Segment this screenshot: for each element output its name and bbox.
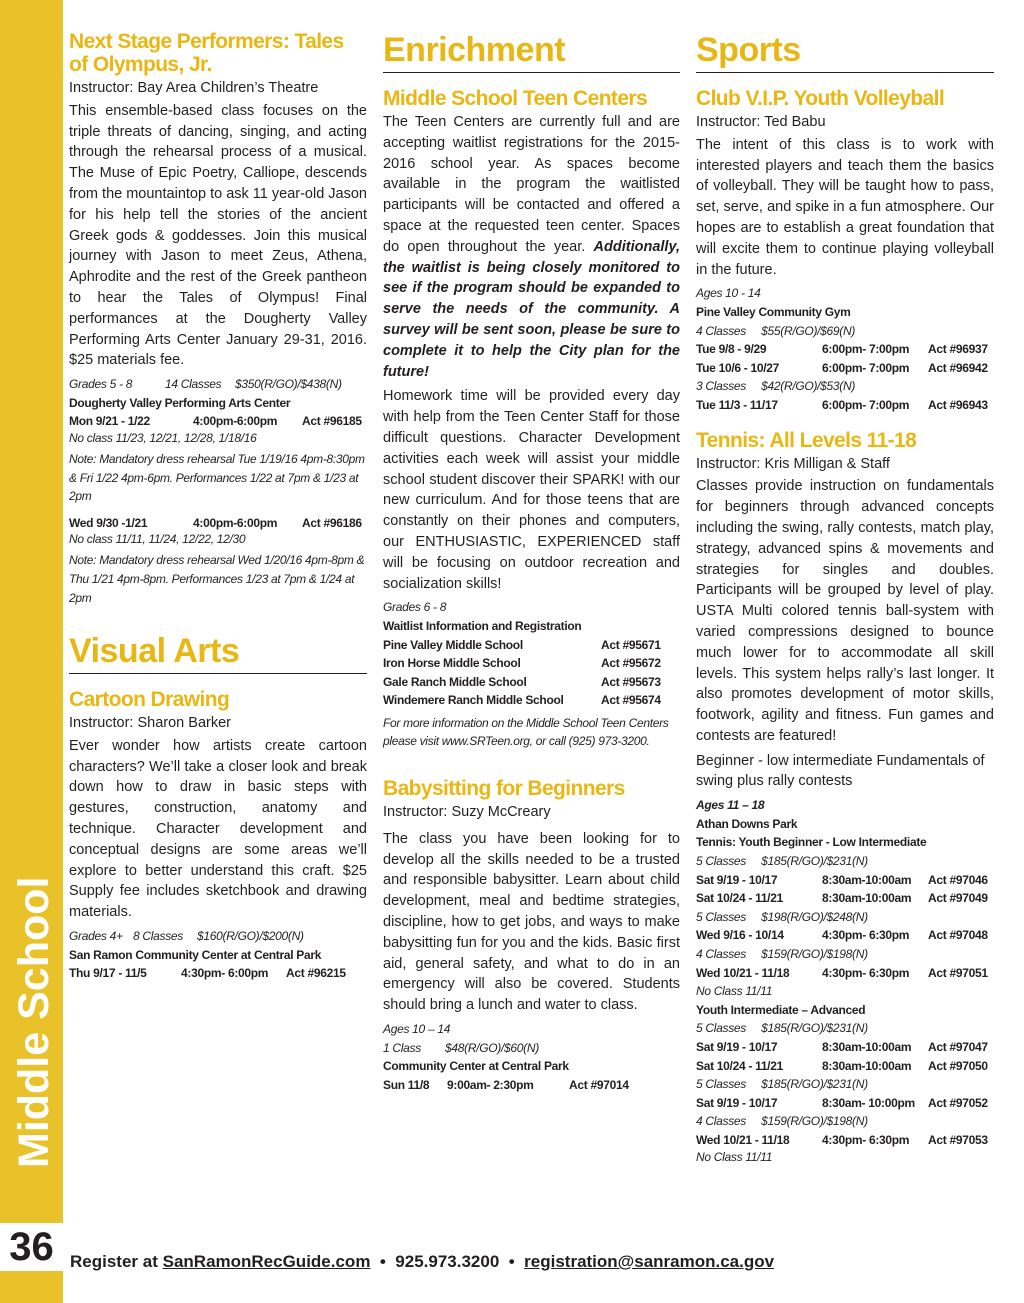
tennis-b-fee2: 5 Classes $198(R/GO)/$248(N) <box>696 909 868 924</box>
babysitting-location: Community Center at Central Park <box>383 1059 569 1074</box>
footer-email-link[interactable]: registration@sanramon.ca.gov <box>524 1252 775 1271</box>
cartoon-title: Cartoon Drawing <box>69 688 230 712</box>
schedule-row <box>696 1094 994 1113</box>
footer-phone: 925.973.3200 <box>395 1252 500 1271</box>
waitlist-heading: Waitlist Information and Registration <box>383 618 582 633</box>
volleyball-title: Club V.I.P. Youth Volleyball <box>696 87 945 110</box>
next-stage-s2-note: Note: Mandatory dress rehearsal Wed 1/20/16 4pm-8pm & Thu 1/21 4pm-8pm. Performances 1/23 at 7pm & 1/24 at 2pm <box>69 553 365 605</box>
session-dates: Tue 11/3 - 11/17 <box>696 397 778 412</box>
tennis-advanced-heading: Youth Intermediate – Advanced <box>696 1002 866 1017</box>
school-name: Windemere Ranch Middle School <box>383 693 564 708</box>
session-act: Act #96942 <box>928 360 988 375</box>
school-act: Act #95674 <box>601 693 661 708</box>
teen-centers-homework: Homework time will be provided every day with help from the Teen Center Staff for those difficult questions. Character Development activities each week will assist your middle school student discover their SPARK! with our new curriculum. And for those teens that are constantly on their phones and computers, our ENTHUSIASTIC, EXPERIENCED staff will be focusing on outdoor recreation and socialization skills! <box>383 388 680 592</box>
session-dates: Sat 9/19 - 10/17 <box>696 1040 778 1054</box>
school-row <box>383 691 680 710</box>
session-time: 8:30am-10:00am <box>822 1040 912 1054</box>
session-act: Act #97014 <box>569 1077 629 1092</box>
schedule-row <box>696 1131 994 1150</box>
visual-arts-heading: Visual Arts <box>69 631 367 674</box>
enrichment-heading: Enrichment <box>383 30 680 73</box>
tennis-location: Athan Downs Park <box>696 816 798 831</box>
session-act: Act #97049 <box>928 891 988 906</box>
tennis-a-noclass: No Class 11/11 <box>696 1149 773 1164</box>
volleyball-ages: Ages 10 - 14 <box>696 286 761 301</box>
schedule-row <box>696 1057 994 1076</box>
babysitting-title: Babysitting for Beginners <box>383 777 625 801</box>
session-dates: Sat 9/19 - 10/17 <box>696 1095 778 1110</box>
session-time: 6:00pm- 7:00pm <box>822 360 910 375</box>
babysitting-fee: $48(R/GO)/$60(N) <box>445 1040 539 1055</box>
session-dates: Mon 9/21 - 1/22 <box>69 414 150 429</box>
tennis-a-fee2: 5 Classes $185(R/GO)/$231(N) <box>696 1077 868 1092</box>
schedule-row <box>696 1038 994 1057</box>
schedule-row <box>696 871 994 890</box>
tennis-beginner-note: Beginner - low intermediate Fundamentals of swing plus rally contests <box>696 752 985 790</box>
session-time: 4:00pm-6:00pm <box>193 515 278 530</box>
session-act: Act #96937 <box>928 342 988 357</box>
cartoon-instructor: Instructor: Sharon Barker <box>69 715 231 732</box>
next-stage-s1-note: Note: Mandatory dress rehearsal Tue 1/19/16 4pm-8:30pm & Fri 1/22 4pm-6pm. Performances 1/22 at 7pm & 1/23 at 2pm <box>69 451 365 504</box>
teen-centers-more-info: For more information on the Middle School Teen Centers please visit www.SRTeen.org, or call (925) 973-3200. <box>383 715 669 749</box>
school-row <box>383 673 680 692</box>
next-stage-s2-noclass: No class 11/11, 11/24, 12/22, 12/30 <box>69 532 246 547</box>
next-stage-session2 <box>69 514 367 533</box>
tennis-title: Tennis: All Levels 11-18 <box>696 428 917 452</box>
teen-centers-desc-bold: Additionally, the waitlist is being closely monitored to see if the program should be expanded to serve the needs of the community. A survey will be sent soon, please be sure to complete it to help the City plan for the future! <box>383 238 680 380</box>
session-dates: Wed 9/30 -1/21 <box>69 515 148 530</box>
column-right <box>696 30 994 1165</box>
session-act: Act #97047 <box>928 1040 988 1054</box>
session-act: Act #97053 <box>928 1132 988 1147</box>
teen-centers-desc-plain: The Teen Centers are currently full and are accepting waitlist registrations for the 2015-2016 school year. As spaces become available in the program the waitlisted participants will be contacted and offered a space at the requested teen center. Spaces do open throughout the year. <box>383 114 680 255</box>
school-act: Act #95673 <box>601 674 661 689</box>
session-time: 4:30pm- 6:30pm <box>822 928 910 943</box>
schedule-row <box>696 359 994 378</box>
school-name: Pine Valley Middle School <box>383 637 523 652</box>
babysitting-description: The class you have been looking for to develop all the skills needed to be a trusted and responsible babysitter. Learn about child development, meal and bedtime strategies, discipline, how to get jobs, and ways to make babysitting fun for you and the kids. Basic first aid, general safety, and what to do in an emergency will also be covered. Students should bring a lunch and water to class. <box>383 830 680 1014</box>
cartoon-classes: 8 Classes <box>133 929 183 944</box>
schedule-row <box>696 964 994 983</box>
column-middle <box>383 30 680 1094</box>
footer-website-link[interactable]: SanRamonRecGuide.com <box>162 1252 371 1271</box>
school-act: Act #95672 <box>601 656 661 671</box>
session-dates: Sat 10/24 - 11/21 <box>696 891 783 906</box>
cartoon-grades-row <box>69 927 367 946</box>
volleyball-fee2: 3 Classes $42(R/GO)/$53(N) <box>696 379 856 394</box>
tennis-b-fee3: 4 Classes $159(R/GO)/$198(N) <box>696 947 868 962</box>
next-stage-grades: Grades 5 - 8 <box>69 377 133 392</box>
session-act: Act #97050 <box>928 1058 988 1073</box>
school-act: Act #95671 <box>601 637 661 652</box>
footer-bullet: • <box>379 1252 386 1271</box>
tennis-a-fee3: 4 Classes $159(R/GO)/$198(N) <box>696 1114 868 1129</box>
school-row <box>383 636 680 655</box>
footer-bullet: • <box>508 1252 515 1271</box>
column-left <box>69 30 367 983</box>
page-number: 36 <box>0 1223 63 1271</box>
next-stage-instructor: Instructor: Bay Area Children’s Theatre <box>69 80 319 96</box>
session-time: 6:00pm- 7:00pm <box>822 342 910 357</box>
babysitting-fee-row <box>383 1039 680 1058</box>
tennis-b-fee1: 5 Classes $185(R/GO)/$231(N) <box>696 854 868 869</box>
session-time: 4:00pm-6:00pm <box>193 414 278 429</box>
tennis-instructor: Instructor: Kris Milligan & Staff <box>696 455 890 472</box>
tennis-b-noclass: No Class 11/11 <box>696 984 773 999</box>
session-act: Act #96185 <box>302 414 362 429</box>
session-dates: Tue 10/6 - 10/27 <box>696 360 780 375</box>
tennis-ages: Ages 11 – 18 <box>696 798 765 813</box>
session-time: 8:30am-10:00am <box>822 1058 912 1073</box>
cartoon-fee: $160(R/GO)/$200(N) <box>197 929 304 944</box>
session-time: 8:30am-10:00am <box>822 891 912 906</box>
next-stage-classes: 14 Classes <box>165 377 222 392</box>
next-stage-title: Next Stage Performers: Tales of Olympus, Jr. <box>69 30 344 76</box>
session-act: Act #96186 <box>302 515 362 530</box>
session-time: 4:30pm- 6:00pm <box>181 966 269 981</box>
volleyball-fee1: 4 Classes $55(R/GO)/$69(N) <box>696 323 856 338</box>
footer <box>70 1252 774 1272</box>
schedule-row <box>696 340 994 359</box>
tennis-beginner-heading: Tennis: Youth Beginner - Low Intermediate <box>696 835 927 850</box>
cartoon-grades: Grades 4+ <box>69 929 123 944</box>
session-dates: Wed 10/21 - 11/18 <box>696 965 790 980</box>
volleyball-description: The intent of this class is to work with interested players and teach them the basics of volleyball. They will be taught how to pass, set, serve, and spike in a fun atmosphere. Our hopes are to establish a great foundation that will excite them to continue playing volleyball in the future. <box>696 136 994 278</box>
school-row <box>383 654 680 673</box>
tennis-description: Classes provide instruction on fundamentals for beginners through advanced concepts including the swing, rally contests, match play, strategy, advanced spins & movements and strategies for singles and doubles. Participants will be grouped by level of play. USTA Multi colored tennis ball-system with varied compressions designed to bounce much lower for to accommodate all skill levels. This system helps rally’s last longer. It also promotes development of motor skills, footwork, agility and fitness. Fun games and contests are featured! <box>696 478 994 744</box>
teen-centers-description <box>383 112 680 382</box>
babysitting-classes: 1 Class <box>383 1040 421 1055</box>
session-dates: Tue 9/8 - 9/29 <box>696 342 767 357</box>
volleyball-location: Pine Valley Community Gym <box>696 304 851 319</box>
session-act: Act #97048 <box>928 928 988 943</box>
session-act: Act #97046 <box>928 872 988 887</box>
footer-register: Register at <box>70 1252 158 1271</box>
next-stage-description: This ensemble-based class focuses on the triple threats of dancing, singing, and acting through the rehearsal process of a musical. The Muse of Epic Poetry, Calliope, descends from the mountaintop to ask 11 year-old Jason for his help tell the stories of the ancient Greek gods & goddesses. Join this musical journey with Jason to meet Zeus, Athena, Aphrodite and the rest of the Greek pantheon to hear the Tales of Olympus! Final performances at the Dougherty Valley Performing Arts Center January 29-31, 2016. $25 materials fee. <box>69 102 367 369</box>
session-act: Act #97052 <box>928 1095 988 1110</box>
section-label: Middle School <box>10 876 58 1168</box>
session-dates: Thu 9/17 - 11/5 <box>69 966 147 981</box>
babysitting-session <box>383 1076 680 1095</box>
session-dates: Wed 10/21 - 11/18 <box>696 1132 790 1147</box>
session-time: 8:30am- 10:00pm <box>822 1095 915 1110</box>
session-dates: Sat 9/19 - 10/17 <box>696 872 778 887</box>
cartoon-location: San Ramon Community Center at Central Park <box>69 947 322 962</box>
cartoon-description: Ever wonder how artists create cartoon characters? We’ll take a closer look and break down how to draw in basic steps with gestures, construction, anatomy and technique. Character development and conceptual designs are some areas we’ll explore to better understand this craft. $25 Supply fee includes sketchbook and drawing materials. <box>69 737 367 921</box>
next-stage-fee: $350(R/GO)/$438(N) <box>235 377 342 392</box>
school-name: Gale Ranch Middle School <box>383 674 527 689</box>
babysitting-ages: Ages 10 – 14 <box>383 1022 451 1037</box>
teen-centers-title: Middle School Teen Centers <box>383 87 648 110</box>
session-time: 4:30pm- 6:30pm <box>822 965 910 980</box>
schedule-row <box>696 396 994 415</box>
sidebar <box>0 0 63 1303</box>
babysitting-instructor: Instructor: Suzy McCreary <box>383 804 551 821</box>
session-act: Act #97051 <box>928 965 988 980</box>
next-stage-location: Dougherty Valley Performing Arts Center <box>69 395 291 410</box>
session-dates: Sat 10/24 - 11/21 <box>696 1058 783 1073</box>
session-time: 6:00pm- 7:00pm <box>822 397 910 412</box>
session-dates: Sun 11/8 <box>383 1077 430 1092</box>
schedule-row <box>696 889 994 908</box>
sports-heading: Sports <box>696 30 994 73</box>
session-dates: Wed 9/16 - 10/14 <box>696 928 784 943</box>
volleyball-instructor: Instructor: Ted Babu <box>696 114 826 130</box>
next-stage-session1 <box>69 412 367 431</box>
session-time: 9:00am- 2:30pm <box>447 1077 534 1092</box>
next-stage-grades-row <box>69 375 367 394</box>
session-time: 4:30pm- 6:30pm <box>822 1132 910 1147</box>
session-act: Act #96943 <box>928 397 988 412</box>
schedule-row <box>696 926 994 945</box>
next-stage-s1-noclass: No class 11/23, 12/21, 12/28, 1/18/16 <box>69 430 257 445</box>
school-list <box>383 636 680 710</box>
school-name: Iron Horse Middle School <box>383 656 521 671</box>
session-act: Act #96215 <box>286 966 346 981</box>
session-time: 8:30am-10:00am <box>822 872 912 887</box>
tennis-a-fee1: 5 Classes $185(R/GO)/$231(N) <box>696 1021 868 1036</box>
teen-centers-grades: Grades 6 - 8 <box>383 600 447 615</box>
cartoon-session <box>69 964 367 983</box>
